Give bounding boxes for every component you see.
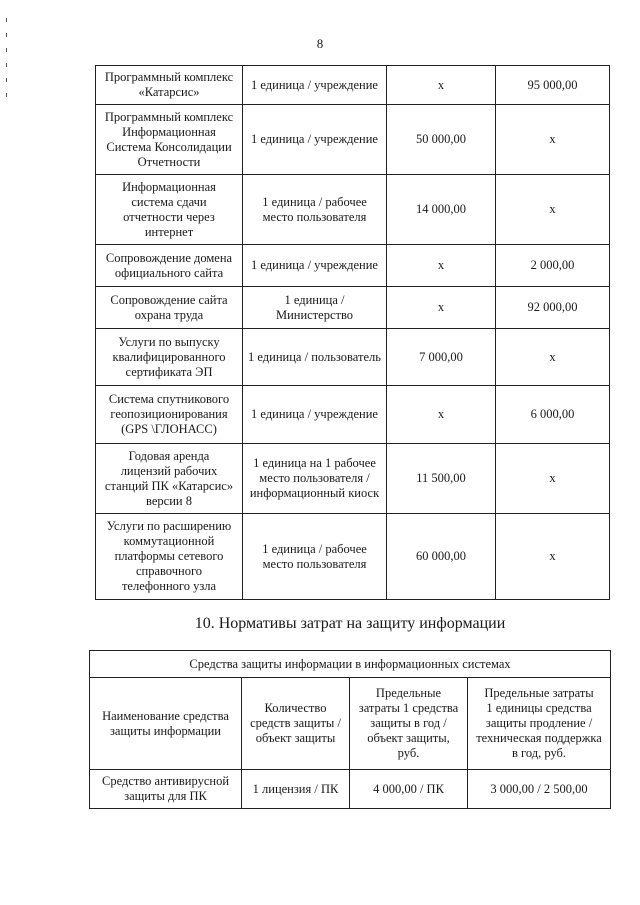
item-name: Сопровождение домена официального сайта: [96, 245, 243, 287]
item-unit: 1 единица / учреждение: [243, 245, 387, 287]
table-row: [96, 444, 610, 514]
item-cost-a: х: [387, 66, 496, 105]
item-unit: 1 единица / учреждение: [243, 66, 387, 105]
item-name: Сопровождение сайта охрана труда: [96, 287, 243, 329]
item-name: Информационная система сдачи отчетности через интернет: [96, 175, 243, 245]
table-row: [96, 66, 610, 105]
item-name: Система спутникового геопозиционирования (GPS \ГЛОНАСС): [96, 386, 243, 444]
item-quantity: 1 лицензия / ПК: [242, 770, 350, 809]
column-header: Предельные затраты 1 средства защиты в год / объект защиты, руб.: [350, 678, 468, 770]
table-row: [96, 105, 610, 175]
item-name: Услуги по расширению коммутационной платформы сетевого справочного телефонного узла: [96, 514, 243, 600]
item-unit: 1 единица / рабочее место пользователя: [243, 514, 387, 600]
security-cost-table: [89, 650, 611, 809]
table-row: [96, 514, 610, 600]
item-cost-b: х: [496, 105, 610, 175]
item-unit: 1 единица / пользователь: [243, 329, 387, 386]
item-name: Годовая аренда лицензий рабочих станций ПК «Катарсис» версии 8: [96, 444, 243, 514]
item-name: Программный комплекс Информационная Система Консолидации Отчетности: [96, 105, 243, 175]
item-cost-b: х: [496, 444, 610, 514]
norm-cost-table: [95, 65, 610, 600]
column-header: Количество средств защиты / объект защиты: [242, 678, 350, 770]
item-cost-a: 14 000,00: [387, 175, 496, 245]
item-cost-a: 60 000,00: [387, 514, 496, 600]
item-cost-a: х: [387, 386, 496, 444]
table-row: [96, 329, 610, 386]
item-unit: 1 единица / Министерство: [243, 287, 387, 329]
item-cost-b: х: [496, 175, 610, 245]
item-cost-renew: 3 000,00 / 2 500,00: [468, 770, 611, 809]
item-cost-b: х: [496, 329, 610, 386]
item-name: Средство антивирусной защиты для ПК: [90, 770, 242, 809]
column-header: Предельные затраты 1 единицы средства защиты продление / техническая поддержка в год, руб.: [468, 678, 611, 770]
item-cost-b: 95 000,00: [496, 66, 610, 105]
section-title: 10. Нормативы затрат на защиту информации: [194, 615, 506, 632]
item-cost-b: 92 000,00: [496, 287, 610, 329]
item-cost-b: 6 000,00: [496, 386, 610, 444]
item-cost-a: 50 000,00: [387, 105, 496, 175]
table-row: [96, 386, 610, 444]
item-unit: 1 единица / учреждение: [243, 105, 387, 175]
item-name: Услуги по выпуску квалифицированного сертификата ЭП: [96, 329, 243, 386]
item-cost-a: 11 500,00: [387, 444, 496, 514]
item-unit: 1 единица на 1 рабочее место пользователя / информационный киоск: [243, 444, 387, 514]
table-header-row: [90, 678, 611, 770]
item-cost-b: 2 000,00: [496, 245, 610, 287]
margin-marks: [6, 18, 10, 108]
table-row: [96, 287, 610, 329]
table-caption: Средства защиты информации в информационных системах: [90, 651, 611, 678]
item-cost-a: х: [387, 287, 496, 329]
item-cost-a: х: [387, 245, 496, 287]
item-cost-year: 4 000,00 / ПК: [350, 770, 468, 809]
item-cost-a: 7 000,00: [387, 329, 496, 386]
table-row: [96, 175, 610, 245]
table-row: [90, 770, 611, 809]
table-caption-row: [90, 651, 611, 678]
item-unit: 1 единица / учреждение: [243, 386, 387, 444]
column-header: Наименование средства защиты информации: [90, 678, 242, 770]
item-unit: 1 единица / рабочее место пользователя: [243, 175, 387, 245]
table-row: [96, 245, 610, 287]
page-number: 8: [316, 36, 324, 51]
item-cost-b: х: [496, 514, 610, 600]
item-name: Программный комплекс «Катарсис»: [96, 66, 243, 105]
